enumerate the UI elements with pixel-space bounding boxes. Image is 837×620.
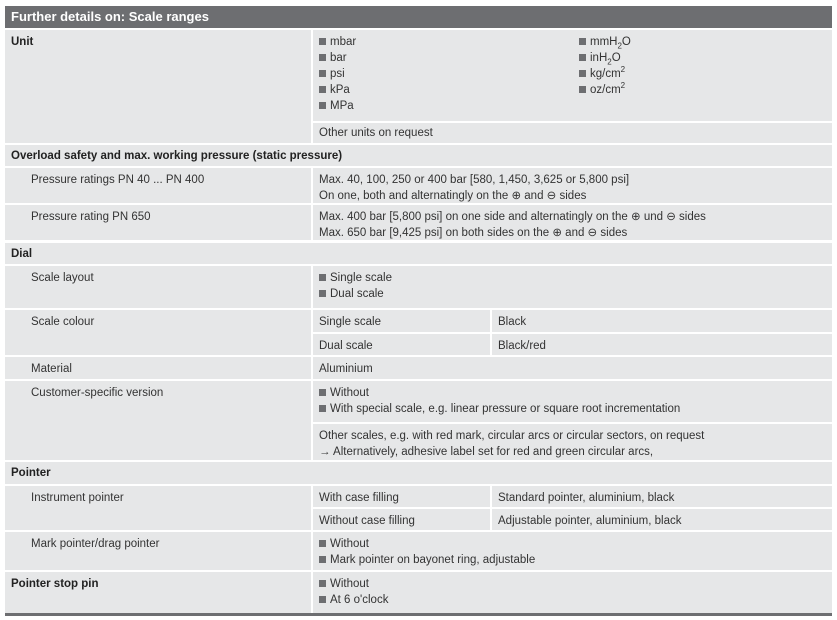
unit-item: MPa [319, 98, 356, 114]
scale-layout-label: Scale layout [5, 266, 311, 308]
scale-colour-key: Single scale [313, 310, 490, 332]
instrument-pointer-key: With case filling [313, 486, 490, 507]
scale-colour-key: Dual scale [313, 334, 490, 355]
unit-item: $kg/cm^2$ [579, 66, 631, 82]
material-label: Material [5, 357, 311, 379]
mark-pointer-label: Mark pointer/drag pointer [5, 532, 311, 570]
material-value: Aluminium [313, 357, 832, 379]
unit-item: $oz/cm^2$ [579, 82, 631, 98]
unit-label: Unit [5, 30, 311, 143]
pointer-heading: Pointer [5, 462, 832, 484]
pn650-label: Pressure rating PN 650 [5, 205, 311, 240]
instrument-pointer-value: Standard pointer, aluminium, black [492, 486, 832, 507]
instrument-pointer-label: Instrument pointer [5, 486, 311, 530]
pn40-value: Max. 40, 100, 250 or 400 bar [580, 1,450, 3,625 or 5,800 psi] On one, both and alternatingly on the ⊕ and ⊖ sides [313, 168, 832, 203]
unit-other: Other units on request [313, 123, 832, 143]
unit-item: mmH$_2$O [579, 34, 631, 50]
unit-list [313, 30, 832, 121]
pn40-label: Pressure ratings PN 40 ... PN 400 [5, 168, 311, 203]
section-title: Further details on: Scale ranges [5, 6, 832, 28]
instrument-pointer-key: Without case filling [313, 509, 490, 530]
unit-item: inH$_2$O [579, 50, 631, 66]
unit-item: psi [319, 66, 356, 82]
scale-colour-value: Black/red [492, 334, 832, 355]
customer-version-value: Without With special scale, e.g. linear pressure or square root incrementation [313, 381, 832, 422]
instrument-pointer-value: Adjustable pointer, aluminium, black [492, 509, 832, 530]
overload-heading: Overload safety and max. working pressure (static pressure) [5, 145, 832, 166]
mark-pointer-value: Without Mark pointer on bayonet ring, adjustable [313, 532, 832, 570]
unit-item: kPa [319, 82, 356, 98]
customer-version-label: Customer-specific version [5, 381, 311, 460]
stop-pin-value: Without At 6 o'clock [313, 572, 832, 613]
unit-item: mbar [319, 34, 356, 50]
scale-colour-label: Scale colour [5, 310, 311, 355]
dial-heading: Dial [5, 243, 832, 264]
pn650-value: Max. 400 bar [5,800 psi] on one side and alternatingly on the ⊕ und ⊖ sides Max. 650 bar [9,425 psi] on both sides on the ⊕ and ⊖ sides [313, 205, 832, 240]
customer-version-other: Other scales, e.g. with red mark, circular arcs or circular sectors, on request → Alternatively, adhesive label set for red and green circular arcs, [313, 424, 832, 460]
unit-item: bar [319, 50, 356, 66]
stop-pin-label: Pointer stop pin [5, 572, 311, 613]
bottom-rule [5, 613, 832, 616]
scale-layout-value: Single scale Dual scale [313, 266, 832, 308]
scale-colour-value: Black [492, 310, 832, 332]
